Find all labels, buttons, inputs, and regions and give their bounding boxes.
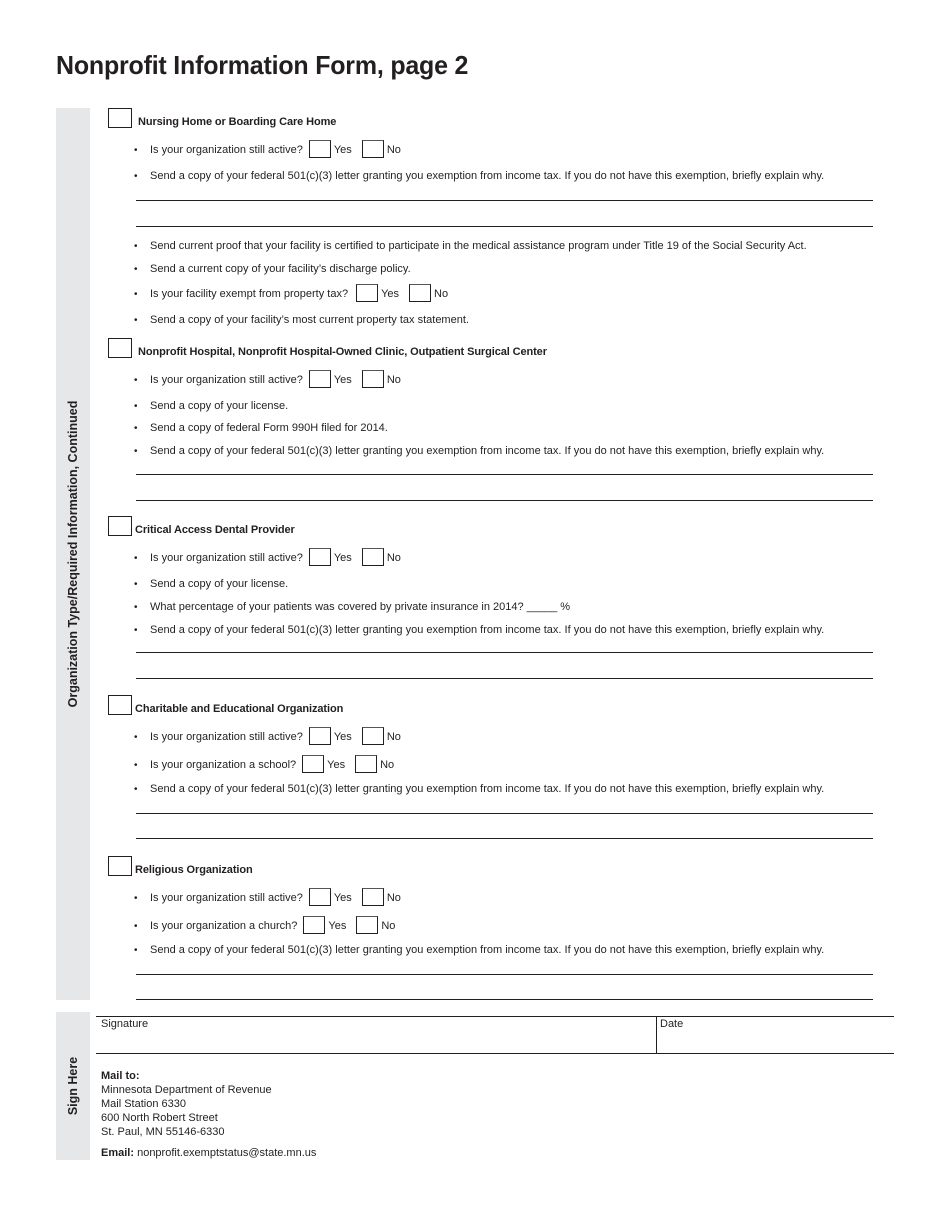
section-heading: Nonprofit Hospital, Nonprofit Hospital-Owned Clinic, Outpatient Surgical Center bbox=[138, 346, 547, 358]
list-item: • Is your organization still active? Yes No bbox=[134, 886, 405, 904]
email-contact bbox=[101, 1147, 316, 1159]
section-header bbox=[108, 695, 878, 717]
section-heading: Religious Organization bbox=[135, 864, 253, 876]
signature-field[interactable]: Signature bbox=[101, 1018, 149, 1030]
charitable-checkbox[interactable] bbox=[108, 695, 132, 715]
property-yes-checkbox[interactable] bbox=[356, 284, 378, 302]
email-address[interactable]: nonprofit.exemptstatus@state.mn.us bbox=[137, 1147, 317, 1159]
active-no-checkbox[interactable] bbox=[362, 727, 384, 745]
active-yes-checkbox[interactable] bbox=[309, 727, 331, 745]
explanation-line[interactable] bbox=[136, 999, 873, 1000]
list-item: • Is your organization still active? Yes No bbox=[134, 138, 405, 156]
sidebar-label: Organization Type/Required Information, Continued bbox=[66, 400, 80, 708]
email-label: Email: bbox=[101, 1147, 135, 1159]
school-no-checkbox[interactable] bbox=[355, 755, 377, 773]
divider bbox=[656, 1016, 657, 1054]
list-item: • Send a copy of your federal 501(c)(3) letter granting you exemption from income tax. If you do not have this exemption, briefly explain why. bbox=[134, 944, 825, 956]
section-header bbox=[108, 516, 878, 538]
section-dental bbox=[108, 516, 878, 636]
list-item: • What percentage of your patients was covered by private insurance in 2014? _____ % bbox=[134, 601, 571, 613]
section-hospital bbox=[108, 338, 878, 457]
sidebar-sign-here bbox=[56, 1012, 90, 1160]
list-item: • Send a copy of your license. bbox=[134, 578, 289, 590]
list-item: • Is your organization still active? Yes No bbox=[134, 725, 405, 743]
sidebar-organization-type bbox=[56, 108, 90, 1000]
nursing-home-checkbox[interactable] bbox=[108, 108, 132, 128]
religious-checkbox[interactable] bbox=[108, 856, 132, 876]
address-line: St. Paul, MN 55146-6330 bbox=[101, 1126, 225, 1138]
school-yes-checkbox[interactable] bbox=[302, 755, 324, 773]
explanation-line[interactable] bbox=[136, 652, 873, 653]
section-header bbox=[108, 338, 878, 360]
mailing-address bbox=[101, 1069, 272, 1139]
active-yes-checkbox[interactable] bbox=[309, 370, 331, 388]
active-no-checkbox[interactable] bbox=[362, 370, 384, 388]
date-field[interactable]: Date bbox=[660, 1018, 684, 1030]
church-no-checkbox[interactable] bbox=[356, 916, 378, 934]
active-no-checkbox[interactable] bbox=[362, 548, 384, 566]
divider bbox=[96, 1053, 894, 1054]
list-item: • Is your organization still active? Yes No bbox=[134, 368, 405, 386]
explanation-line[interactable] bbox=[136, 813, 873, 814]
section-charitable bbox=[108, 695, 878, 795]
active-yes-checkbox[interactable] bbox=[309, 140, 331, 158]
divider bbox=[96, 1016, 894, 1017]
mail-heading: Mail to: bbox=[101, 1070, 140, 1082]
explanation-line[interactable] bbox=[136, 838, 873, 839]
explanation-line[interactable] bbox=[136, 974, 873, 975]
list-item: • Send a copy of your federal 501(c)(3) letter granting you exemption from income tax. If you do not have this exemption, briefly explain why. bbox=[134, 624, 825, 636]
list-item: • Send a copy of your federal 501(c)(3) letter granting you exemption from income tax. If you do not have this exemption, briefly explain why. bbox=[134, 445, 825, 457]
section-religious bbox=[108, 856, 878, 956]
active-no-checkbox[interactable] bbox=[362, 888, 384, 906]
section-header bbox=[108, 856, 878, 878]
active-no-checkbox[interactable] bbox=[362, 140, 384, 158]
sidebar-label: Sign Here bbox=[66, 1056, 80, 1116]
church-yes-checkbox[interactable] bbox=[303, 916, 325, 934]
section-heading: Charitable and Educational Organization bbox=[135, 703, 344, 715]
explanation-line[interactable] bbox=[136, 200, 873, 201]
address-line: 600 North Robert Street bbox=[101, 1112, 218, 1124]
active-yes-checkbox[interactable] bbox=[309, 548, 331, 566]
hospital-checkbox[interactable] bbox=[108, 338, 132, 358]
section-heading: Critical Access Dental Provider bbox=[135, 524, 295, 536]
section-heading: Nursing Home or Boarding Care Home bbox=[138, 116, 337, 128]
explanation-line[interactable] bbox=[136, 474, 873, 475]
property-no-checkbox[interactable] bbox=[409, 284, 431, 302]
list-item: • Send a copy of your federal 501(c)(3) letter granting you exemption from income tax. If you do not have this exemption, briefly explain why. bbox=[134, 783, 825, 795]
explanation-line[interactable] bbox=[136, 226, 873, 227]
address-line: Minnesota Department of Revenue bbox=[101, 1084, 272, 1096]
list-item: • Is your facility exempt from property tax? Yes No bbox=[134, 282, 452, 300]
list-item: • Send current proof that your facility is certified to participate in the medical assistance program under Title 19 of the Social Security Act. bbox=[134, 240, 807, 252]
list-item: • Is your organization a school? Yes No bbox=[134, 753, 398, 771]
section-header bbox=[108, 108, 878, 130]
section-nursing-home bbox=[108, 108, 878, 326]
signature-area bbox=[96, 1016, 894, 1054]
list-item: • Send a copy of your federal 501(c)(3) letter granting you exemption from income tax. If you do not have this exemption, briefly explain why. bbox=[134, 170, 825, 182]
explanation-line[interactable] bbox=[136, 678, 873, 679]
list-item: • Send a copy of your license. bbox=[134, 400, 289, 412]
active-yes-checkbox[interactable] bbox=[309, 888, 331, 906]
dental-checkbox[interactable] bbox=[108, 516, 132, 536]
list-item: • Send a copy of federal Form 990H filed for 2014. bbox=[134, 422, 388, 434]
list-item: • Is your organization still active? Yes No bbox=[134, 546, 405, 564]
page-title: Nonprofit Information Form, page 2 bbox=[56, 50, 469, 80]
address-line: Mail Station 6330 bbox=[101, 1098, 186, 1110]
list-item: • Send a copy of your facility’s most current property tax statement. bbox=[134, 314, 469, 326]
list-item: • Is your organization a church? Yes No bbox=[134, 914, 399, 932]
list-item: • Send a current copy of your facility’s discharge policy. bbox=[134, 263, 411, 275]
explanation-line[interactable] bbox=[136, 500, 873, 501]
